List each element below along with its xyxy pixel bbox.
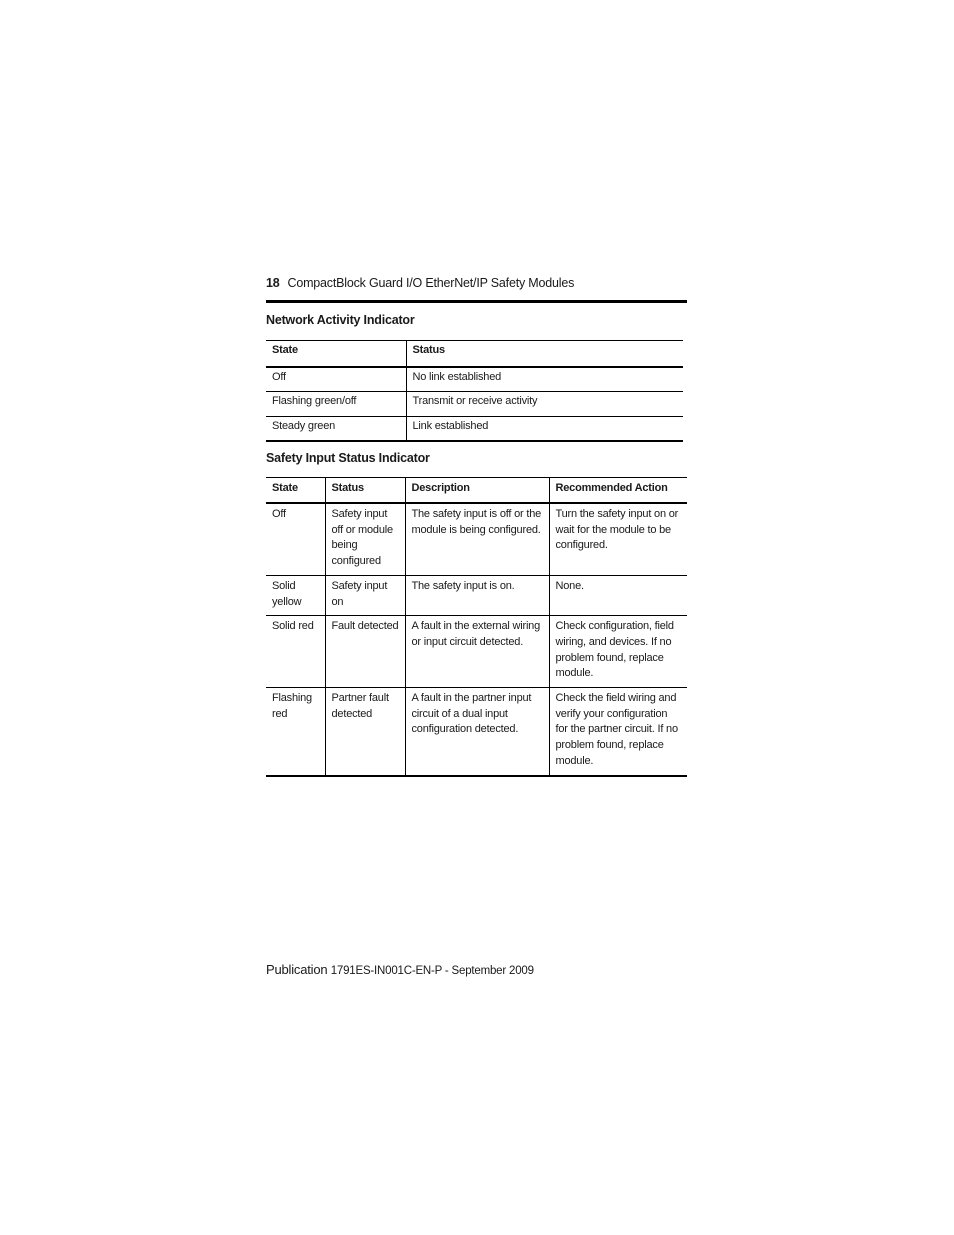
cell-status: Safety input off or module being configured bbox=[325, 503, 405, 575]
cell-status: No link established bbox=[412, 370, 502, 383]
network-activity-heading: Network Activity Indicator bbox=[266, 313, 415, 327]
table-row bbox=[266, 392, 683, 417]
footer-label: Publication bbox=[266, 962, 328, 977]
column-header-recommended-action: Recommended Action bbox=[555, 482, 668, 494]
safety-input-table bbox=[266, 477, 687, 777]
column-header-description: Description bbox=[405, 478, 549, 504]
cell-status: Partner fault detected bbox=[325, 688, 405, 776]
table-row bbox=[266, 367, 683, 392]
cell-description: The safety input is on. bbox=[405, 575, 549, 615]
table-row bbox=[266, 503, 687, 575]
publication-number: 1791ES-IN001C-EN-P - September 2009 bbox=[330, 965, 534, 977]
column-header-status: Status bbox=[325, 478, 405, 504]
cell-state: Steady green bbox=[266, 416, 406, 441]
table-header-row bbox=[266, 341, 683, 367]
cell-status: Fault detected bbox=[325, 616, 405, 688]
cell-description: The safety input is off or the module is being configured. bbox=[405, 503, 549, 575]
cell-recommended-action: None. bbox=[555, 579, 584, 592]
column-header-status: Status bbox=[412, 344, 445, 356]
page-footer bbox=[266, 962, 534, 977]
cell-description: A fault in the partner input circuit of a dual input configuration detected. bbox=[405, 688, 549, 776]
cell-state: Solid yellow bbox=[266, 575, 325, 615]
cell-state: Flashing green/off bbox=[266, 392, 406, 417]
column-header-state: State bbox=[266, 478, 325, 504]
cell-status: Link established bbox=[412, 419, 489, 432]
table-row bbox=[266, 616, 687, 688]
page-header bbox=[266, 276, 687, 303]
document-title: CompactBlock Guard I/O EtherNet/IP Safety Modules bbox=[287, 276, 575, 290]
table-row bbox=[266, 575, 687, 615]
cell-recommended-action: Check the field wiring and verify your configuration for the partner circuit. If no problem found, replace module. bbox=[555, 692, 678, 767]
network-activity-table bbox=[266, 340, 683, 442]
column-header-state: State bbox=[266, 341, 406, 367]
cell-status: Transmit or receive activity bbox=[412, 395, 538, 407]
table-header-row bbox=[266, 478, 687, 504]
cell-description: A fault in the external wiring or input circuit detected. bbox=[405, 616, 549, 688]
cell-status: Safety input on bbox=[325, 575, 405, 615]
cell-recommended-action: Check configuration, field wiring, and devices. If no problem found, replace module. bbox=[555, 620, 674, 680]
table-row bbox=[266, 416, 683, 441]
safety-input-heading: Safety Input Status Indicator bbox=[266, 451, 430, 465]
cell-state: Solid red bbox=[266, 616, 325, 688]
page-number: 18 bbox=[266, 276, 280, 290]
cell-state: Flashing red bbox=[266, 688, 325, 776]
cell-state: Off bbox=[266, 503, 325, 575]
cell-recommended-action: Turn the safety input on or wait for the module to be configured. bbox=[555, 508, 679, 552]
cell-state: Off bbox=[266, 367, 406, 392]
table-row bbox=[266, 688, 687, 776]
